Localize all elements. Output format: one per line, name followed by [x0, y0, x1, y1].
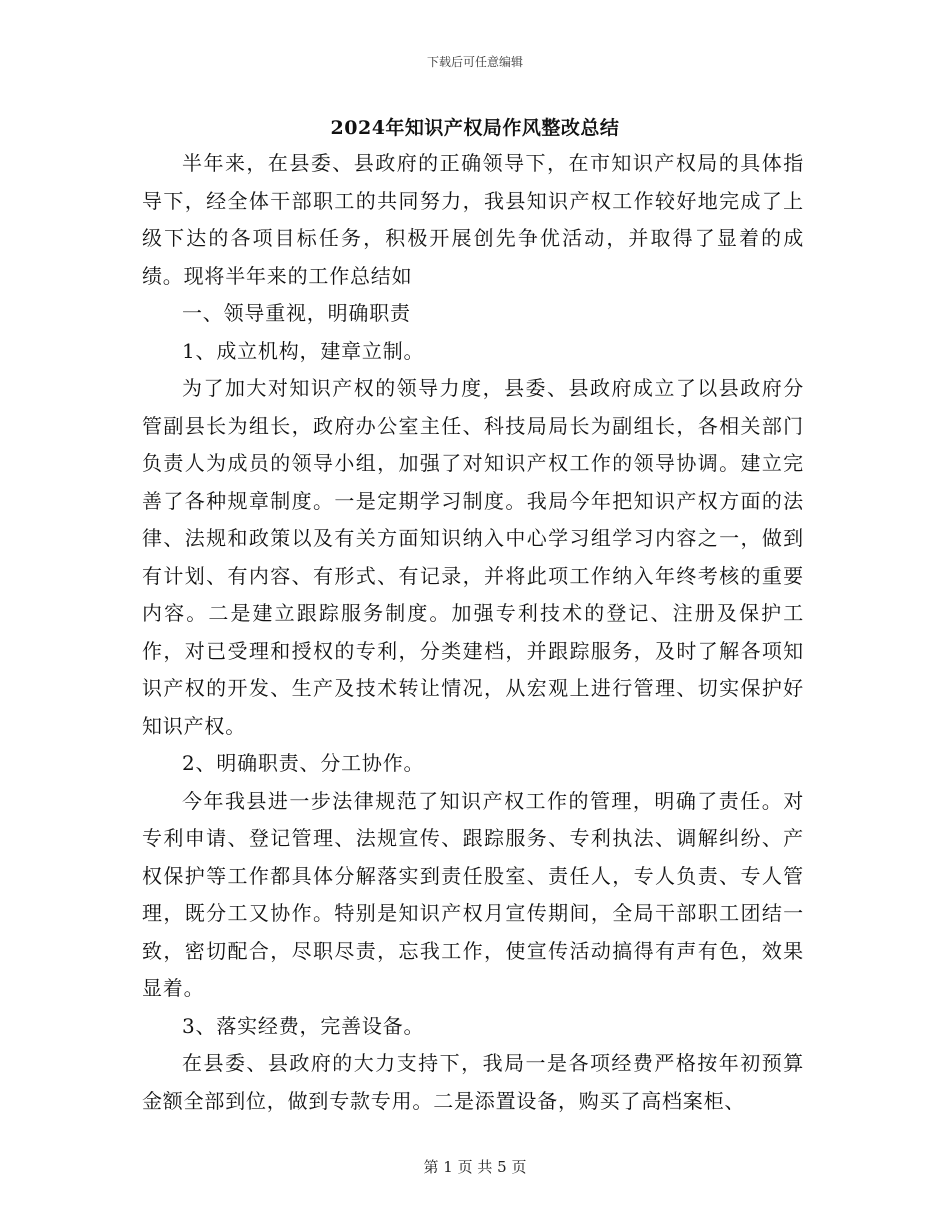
- section-heading-1: 一、领导重视，明确职责: [182, 301, 411, 325]
- subheading-1: 1、成立机构，建章立制。: [182, 338, 425, 363]
- page-header-note: 下载后可任意编辑: [426, 55, 523, 69]
- page-number: 第 1 页 共 5 页: [423, 1158, 527, 1176]
- document-body: [142, 145, 804, 1120]
- paragraph-body-3: 在县委、县政府的大力支持下，我局一是各项经费严格按年初预算金额全部到位，做到专款专用。二是添置设备，购买了高档案柜、: [142, 1051, 804, 1113]
- paragraph-intro: 半年来，在县委、县政府的正确领导下，在市知识产权局的具体指导下，经全体干部职工的共同努力，我县知识产权工作较好地完成了上级下达的各项目标任务，积极开展创先争优活动，并取得了显着的成绩。现将半年来的工作总结如: [142, 151, 804, 288]
- paragraph-body-1: 为了加大对知识产权的领导力度，县委、县政府成立了以县政府分管副县长为组长，政府办公室主任、科技局局长为副组长，各相关部门负责人为成员的领导小组，加强了对知识产权工作的领导协调。建立完善了各种规章制度。一是定期学习制度。我局今年把知识产权方面的法律、法规和政策以及有关方面知识纳入中心学习组学习内容之一，做到有计划、有内容、有形式、有记录，并将此项工作纳入年终考核的重要内容。二是建立跟踪服务制度。加强专利技术的登记、注册及保护工作，对已受理和授权的专利，分类建档，并跟踪服务，及时了解各项知识产权的开发、生产及技术转让情况，从宏观上进行管理、切实保护好知识产权。: [142, 376, 804, 738]
- subheading-2: 2、明确职责、分工协作。: [182, 751, 425, 775]
- paragraph-body-2: 今年我县进一步法律规范了知识产权工作的管理，明确了责任。对专利申请、登记管理、法规宣传、跟踪服务、专利执法、调解纠纷、产权保护等工作都具体分解落实到责任股室、责任人，专人负责、专人管理，既分工又协作。特别是知识产权月宣传期间，全局干部职工团结一致，密切配合，尽职尽责，忘我工作，使宣传活动搞得有声有色，效果显着。: [142, 788, 804, 1000]
- subheading-3: 3、落实经费，完善设备。: [182, 1013, 425, 1038]
- document-title: 2024年知识产权局作风整改总结: [330, 117, 620, 139]
